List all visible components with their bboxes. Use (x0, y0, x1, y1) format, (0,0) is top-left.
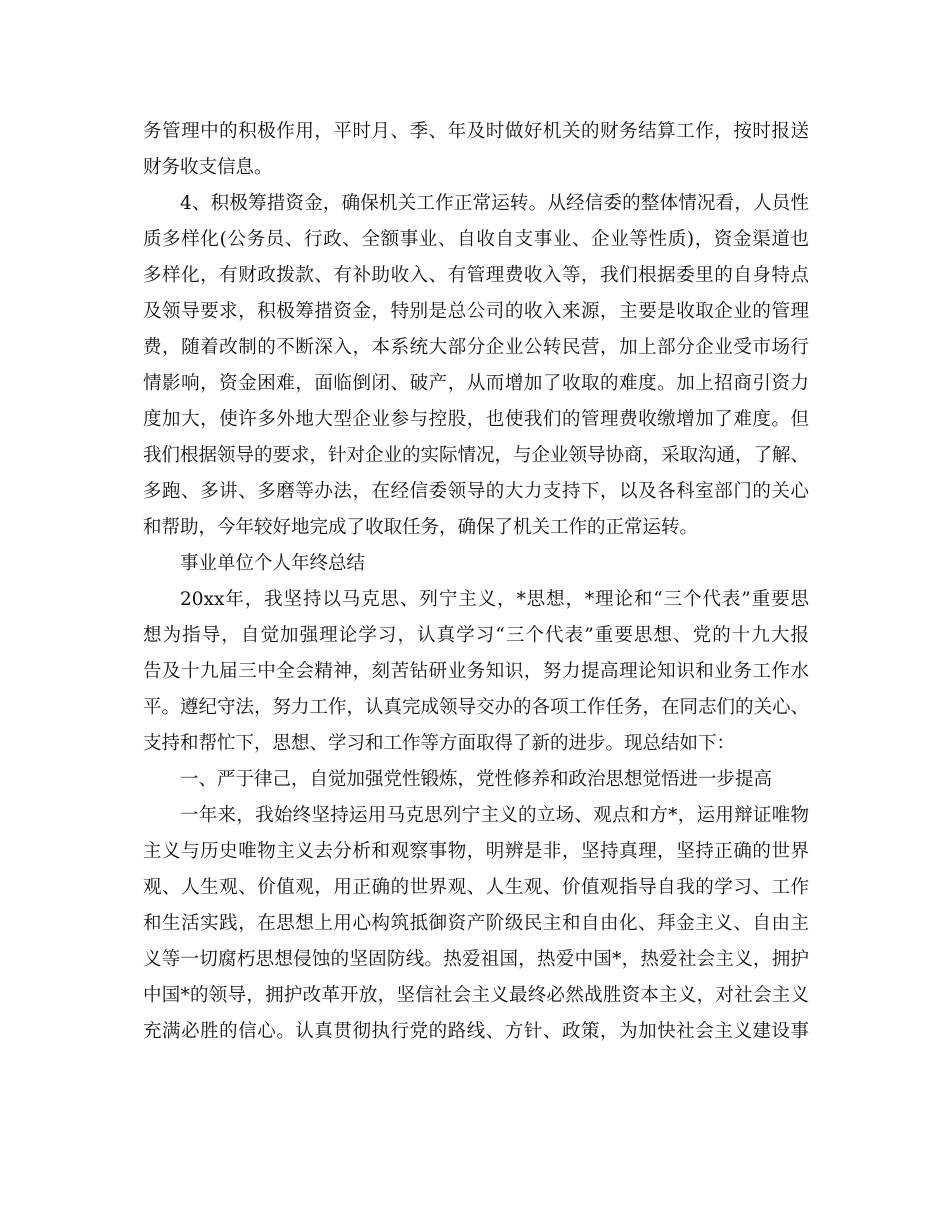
text-line: 费，随着改制的不断深入，本系统大部分企业公转民营，加上部分企业受市场行 (143, 337, 809, 358)
text-line: 一年来，我始终坚持运用马克思列宁主义的立场、观点和方*，运用辩证唯物 (180, 805, 809, 826)
text-line: 平。遵纪守法，努力工作，认真完成领导交办的各项工作任务，在同志们的关心、 (143, 697, 809, 718)
text-line: 财务收支信息。 (143, 157, 273, 178)
document-body (143, 114, 809, 1050)
text-line: 质多样化(公务员、行政、全额事业、自收自支事业、企业等性质)，资金渠道也 (143, 229, 809, 250)
text-line: 中国*的领导，拥护改革开放，坚信社会主义最终必然战胜资本主义，对社会主义 (143, 985, 809, 1006)
text-line: 多跑、多讲、多磨等办法，在经信委领导的大力支持下，以及各科室部门的关心 (143, 481, 809, 502)
text-line: 义等一切腐朽思想侵蚀的坚固防线。热爱祖国，热爱中国*，热爱社会主义，拥护 (143, 949, 809, 970)
text-line: 和帮助，今年较好地完成了收取任务，确保了机关工作的正常运转。 (143, 517, 699, 538)
text-line: 度加大，使许多外地大型企业参与控股，也使我们的管理费收缴增加了难度。但 (143, 409, 809, 430)
text-line: 一、严于律己，自觉加强党性锻炼，党性修养和政治思想觉悟进一步提高 (180, 769, 773, 790)
text-line: 观、人生观、价值观，用正确的世界观、人生观、价值观指导自我的学习、工作 (143, 877, 809, 898)
text-line: 情影响，资金困难，面临倒闭、破产，从而增加了收取的难度。加上招商引资力 (143, 373, 809, 394)
text-line: 多样化，有财政拨款、有补助收入、有管理费收入等，我们根据委里的自身特点 (143, 265, 809, 286)
text-line: 和生活实践，在思想上用心构筑抵御资产阶级民主和自由化、拜金主义、自由主 (143, 913, 809, 934)
text-line: 告及十九届三中全会精神，刻苦钻研业务知识，努力提高理论知识和业务工作水 (143, 661, 809, 682)
text-line: 4、积极筹措资金，确保机关工作正常运转。从经信委的整体情况看，人员性 (180, 193, 809, 214)
text-line: 我们根据领导的要求，针对企业的实际情况，与企业领导协商，采取沟通，了解、 (143, 445, 809, 466)
text-line: 20xx年，我坚持以马克思、列宁主义，*思想，*理论和“三个代表”重要思 (180, 589, 809, 610)
text-line: 主义与历史唯物主义去分析和观察事物，明辨是非，坚持真理，坚持正确的世界 (143, 841, 809, 862)
text-line: 支持和帮忙下，思想、学习和工作等方面取得了新的进步。现总结如下： (143, 733, 736, 754)
text-line: 想为指导，自觉加强理论学习，认真学习“三个代表”重要思想、党的十九大报 (143, 625, 809, 646)
text-line: 务管理中的积极作用，平时月、季、年及时做好机关的财务结算工作，按时报送 (143, 121, 809, 142)
text-line: 事业单位个人年终总结 (180, 553, 366, 574)
text-line: 充满必胜的信心。认真贯彻执行党的路线、方针、政策，为加快社会主义建设事 (143, 1021, 809, 1042)
text-line: 及领导要求，积极筹措资金，特别是总公司的收入来源，主要是收取企业的管理 (143, 301, 809, 322)
